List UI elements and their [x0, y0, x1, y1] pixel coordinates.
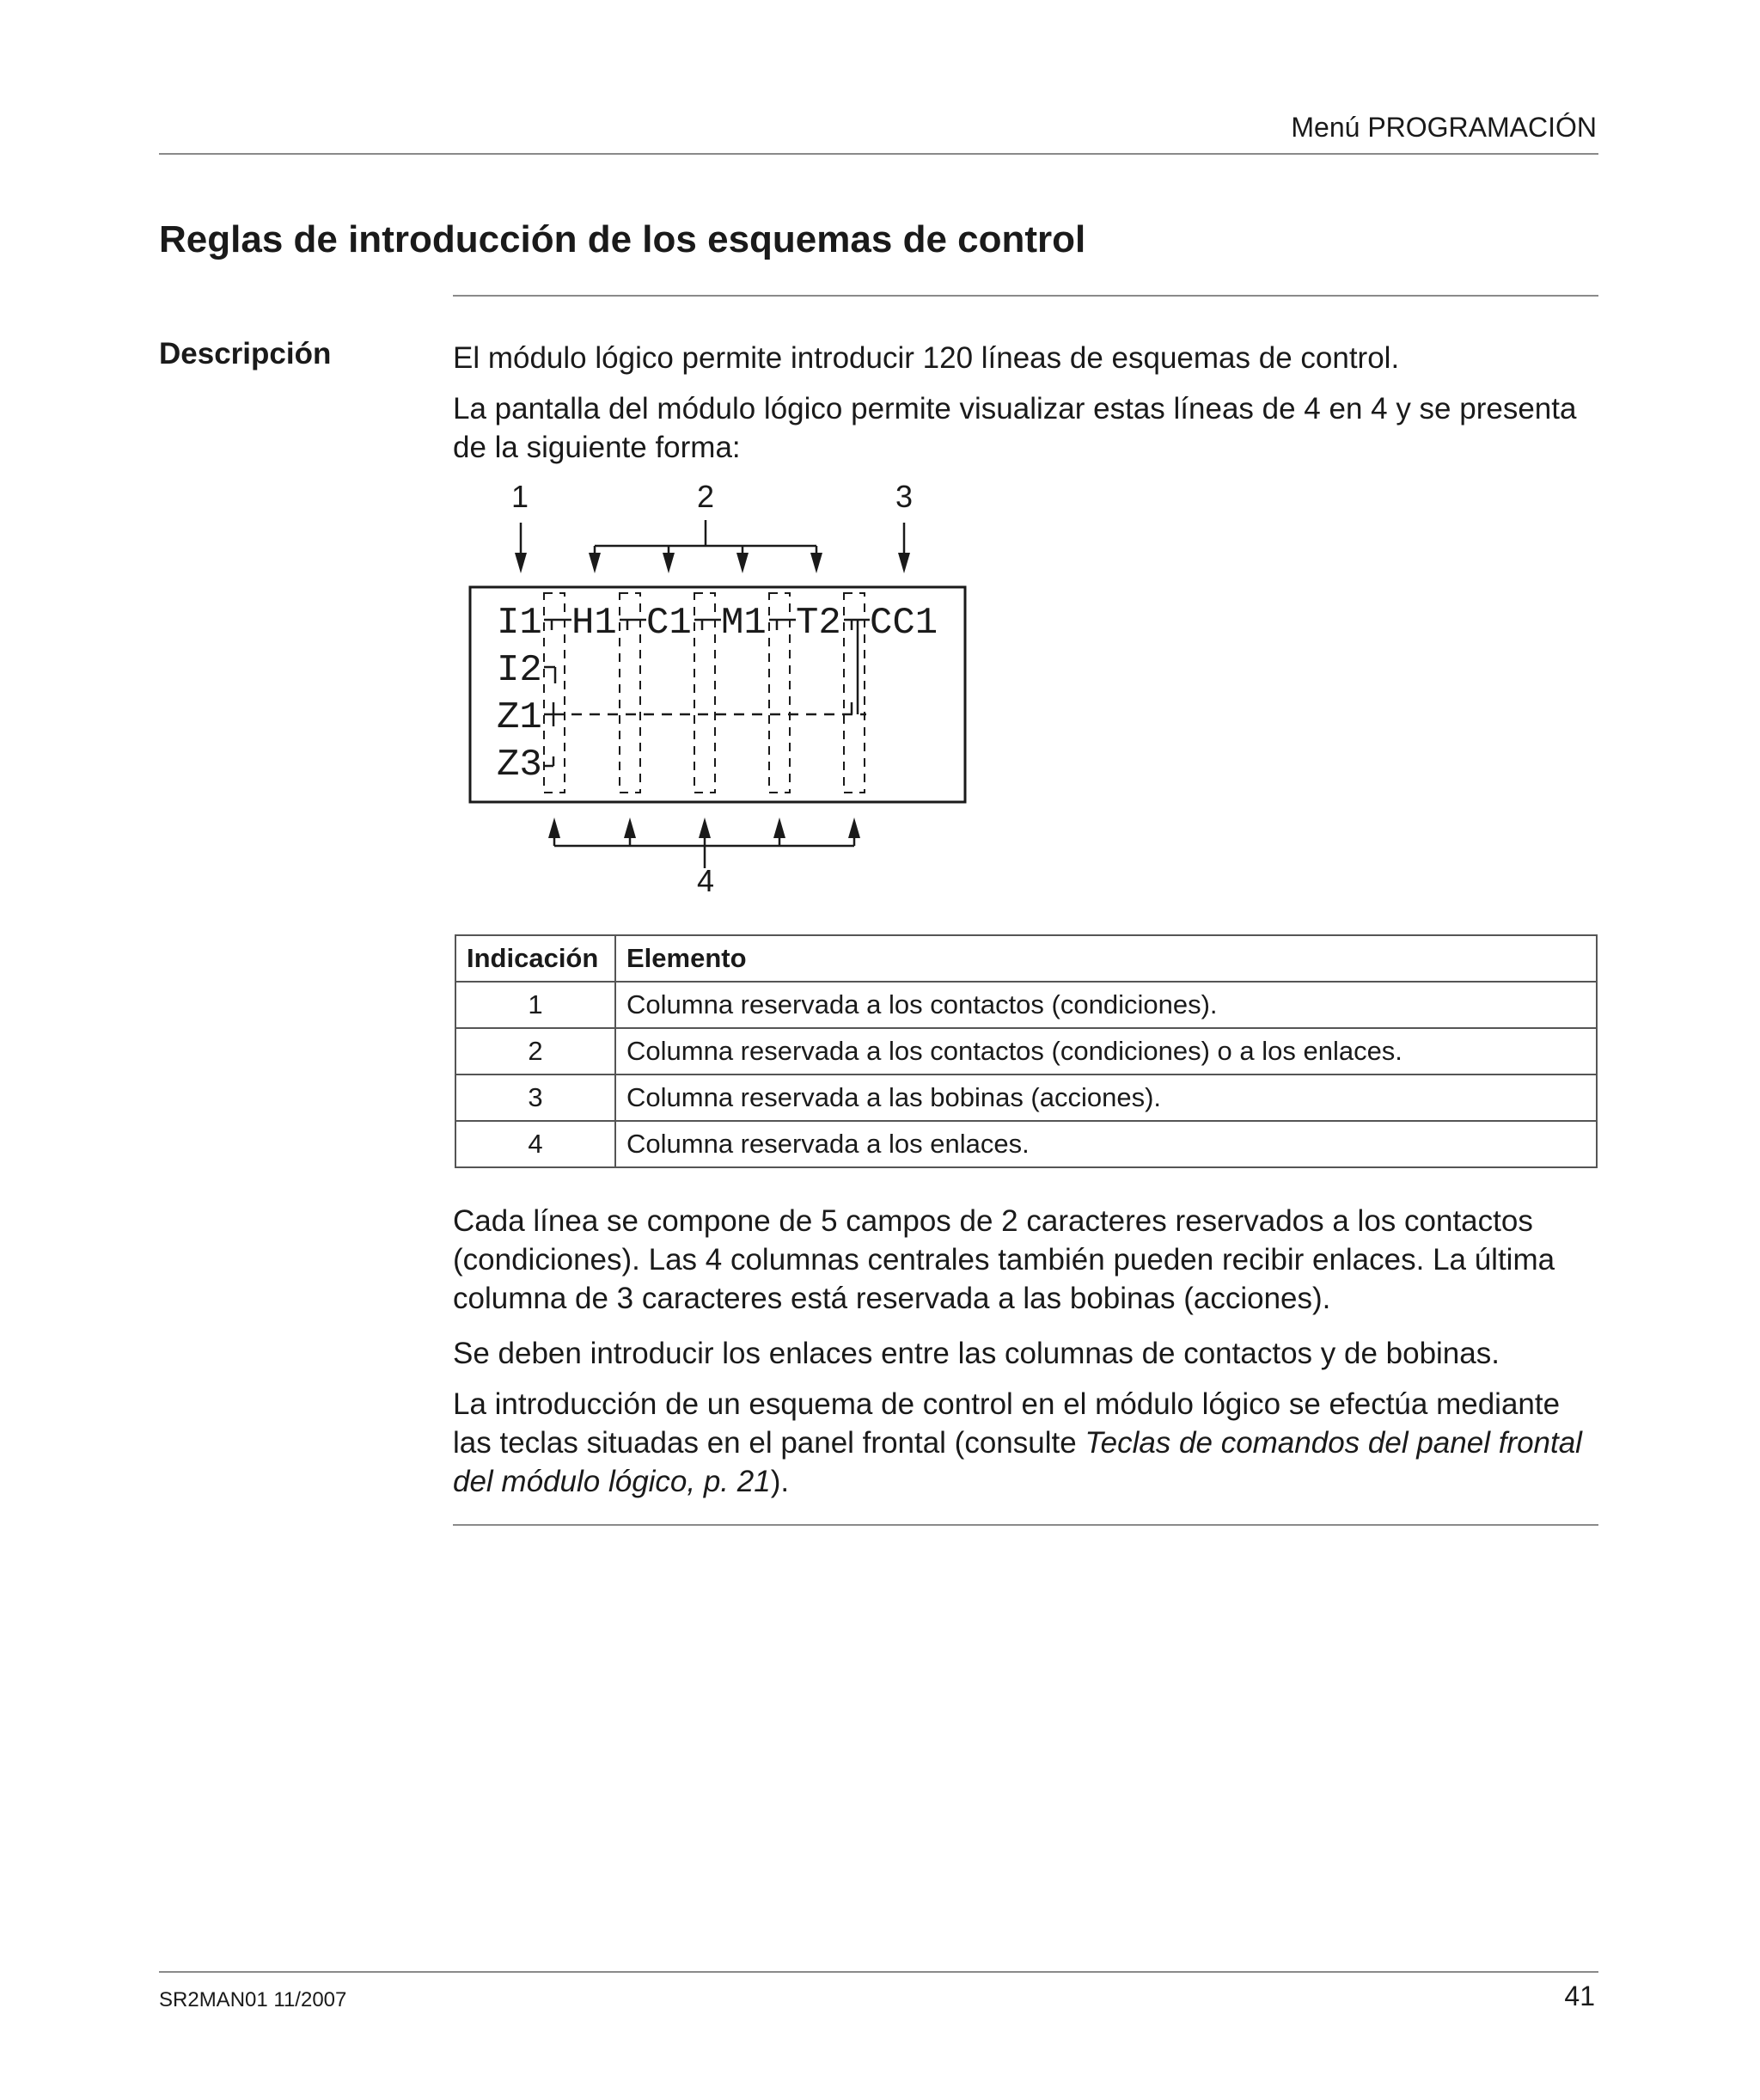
- section-rule: [453, 295, 1598, 297]
- paragraph-fields: Cada línea se compone de 5 campos de 2 caracteres reservados a los contactos (condiciones). Las 4 columnas centrales también pueden recibir enlaces. La última columna de 3 caracteres está reservada a las bobinas (acciones).: [453, 1204, 1555, 1315]
- paragraph-screen: La pantalla del módulo lógico permite visualizar estas líneas de 4 en 4 y se presenta de la siguiente forma:: [453, 392, 1577, 464]
- lcd-I2: I2: [497, 649, 542, 692]
- lcd-T2: T2: [796, 602, 841, 645]
- callout-3: 3: [895, 479, 914, 514]
- header-indicacion: Indicación: [455, 935, 615, 982]
- top-arrows: [515, 520, 910, 573]
- cross-reference-link[interactable]: Teclas de comandos del panel frontal del módulo lógico, p. 21: [453, 1426, 1582, 1498]
- paragraph-entry: [453, 1385, 1604, 1501]
- row-indication: 1: [455, 982, 615, 1028]
- header-rule: [159, 153, 1598, 155]
- table-row: [455, 1028, 1597, 1074]
- legend-table: [455, 934, 1598, 1168]
- paragraph-links: Se deben introducir los enlaces entre las columnas de contactos y de bobinas.: [453, 1337, 1500, 1370]
- row-indication: 4: [455, 1121, 615, 1167]
- entry-text-after: ).: [770, 1465, 790, 1498]
- lcd-CC1: CC1: [870, 602, 938, 645]
- lcd-I1: I1: [497, 602, 542, 645]
- row-element: Columna reservada a los enlaces.: [615, 1121, 1597, 1167]
- section-end-rule: [453, 1524, 1598, 1526]
- footer-rule: [159, 1971, 1598, 1973]
- bottom-arrows: [548, 817, 860, 868]
- lcd-diagram: [464, 477, 980, 903]
- table-header-row: [455, 935, 1597, 982]
- lcd-C1: C1: [646, 602, 692, 645]
- lcd-M1: M1: [721, 602, 767, 645]
- lcd-H1: H1: [571, 602, 617, 645]
- document-reference: SR2MAN01 11/2007: [159, 1988, 347, 2011]
- entry-text-before: La introducción de un esquema de control en el módulo lógico se efectúa mediante las teclas situadas en el panel frontal (consulte: [453, 1387, 1561, 1460]
- table-row: [455, 1121, 1597, 1167]
- side-label: Descripción: [159, 337, 332, 370]
- header-elemento: Elemento: [615, 935, 1597, 982]
- paragraph-intro: El módulo lógico permite introducir 120 líneas de esquemas de control.: [453, 341, 1400, 375]
- row-element: Columna reservada a las bobinas (acciones).: [615, 1074, 1597, 1121]
- row-indication: 2: [455, 1028, 615, 1074]
- table-row: [455, 1074, 1597, 1121]
- lcd-Z1: Z1: [497, 696, 542, 739]
- section-title: Reglas de introducción de los esquemas de control: [159, 218, 1086, 260]
- callout-2: 2: [696, 479, 715, 514]
- callout-1: 1: [510, 479, 529, 514]
- lcd-Z3: Z3: [497, 744, 542, 787]
- row-element: Columna reservada a los contactos (condiciones).: [615, 982, 1597, 1028]
- running-header: Menú PROGRAMACIÓN: [1291, 112, 1597, 143]
- row-indication: 3: [455, 1074, 615, 1121]
- page-number: 41: [1564, 1981, 1595, 2011]
- callout-4: 4: [696, 863, 715, 898]
- row-element: Columna reservada a los contactos (condiciones) o a los enlaces.: [615, 1028, 1597, 1074]
- table-row: [455, 982, 1597, 1028]
